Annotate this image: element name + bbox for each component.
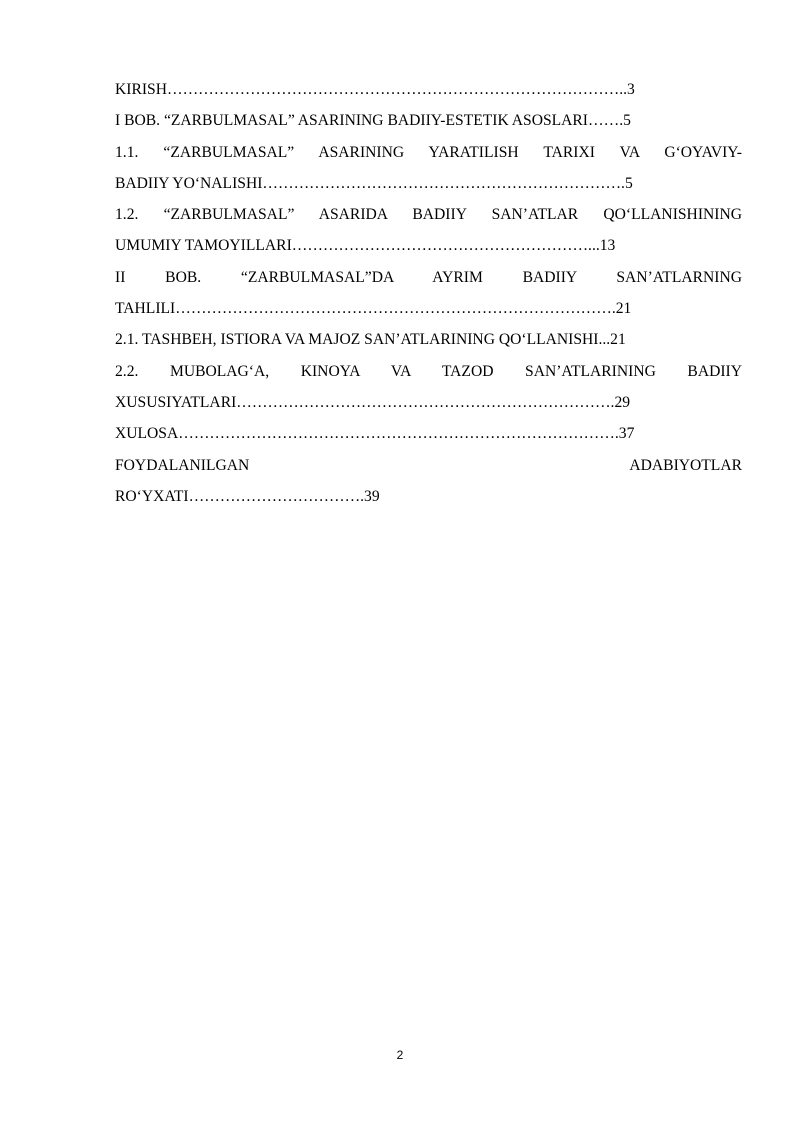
toc-line-section-1-2: 1.2. “ZARBULMASAL” ASARIDA BADIIY SAN’ATLAR QO‘LLANISHINING	[115, 206, 742, 224]
toc-line-section-2-2: 2.2. MUBOLAG‘A, KINOYA VA TAZOD SAN’ATLARINING BADIIY	[115, 362, 742, 380]
toc-line-section-1-1-cont: BADIIY YO‘NALISHI…………………………………………………………….5	[115, 174, 633, 192]
toc-line-chapter-1: I BOB. “ZARBULMASAL” ASARINING BADIIY-ESTETIK ASOSLARI…….5	[115, 112, 631, 130]
toc-line-chapter-2-cont: TAHLILI………………………………………………………………………….21	[115, 300, 632, 318]
toc-line-section-1-1: 1.1. “ZARBULMASAL” ASARINING YARATILISH TARIXI VA G‘OYAVIY-	[115, 143, 742, 161]
toc-line-references-cont: RO‘YXATI…………………………….39	[115, 487, 380, 505]
toc-line-introduction: KIRISH……………………………………………………………………………..3	[115, 81, 635, 98]
toc-line-chapter-2: II BOB. “ZARBULMASAL”DA AYRIM BADIIY SAN’ATLARNING	[115, 268, 742, 286]
toc-line-conclusion: XULOSA………………………………………………………………………….37	[115, 425, 635, 443]
toc-line-section-1-2-cont: UMUMIY TAMOYILLARI…………………………………………………...13	[115, 237, 616, 255]
page-number: 2	[396, 1048, 404, 1062]
toc-line-references: FOYDALANILGAN ADABIYOTLAR	[115, 456, 742, 474]
toc-line-section-2-1: 2.1. TASHBEH, ISTIORA VA MAJOZ SAN’ATLARINING QO‘LLANISHI...21	[115, 331, 626, 349]
table-of-contents	[115, 74, 742, 512]
toc-line-section-2-2-cont: XUSUSIYATLARI……………………………………………………………….29	[115, 393, 631, 411]
